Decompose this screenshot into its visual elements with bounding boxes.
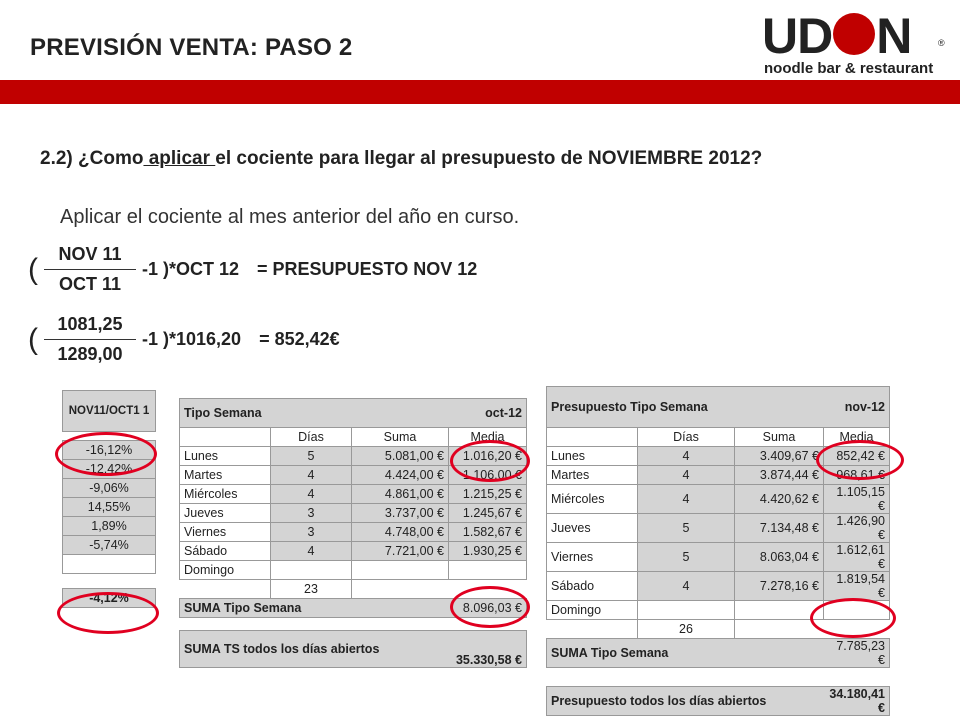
day-cell: Miércoles — [547, 485, 638, 514]
total-dias: 23 — [271, 580, 352, 599]
media-cell: 1.582,67 € — [449, 523, 527, 542]
empty-cell — [547, 620, 638, 639]
fraction-denominator: OCT 11 — [58, 274, 122, 294]
suma-ts-label: SUMA TS todos los días abiertos — [180, 631, 449, 668]
oct-table-title: Tipo Semana — [180, 399, 449, 428]
logo-text-part1: UD — [762, 8, 833, 64]
media-cell — [449, 561, 527, 580]
dias-cell: 4 — [271, 485, 352, 504]
question-prefix: 2.2) ¿Como — [40, 148, 144, 169]
day-cell: Domingo — [180, 561, 271, 580]
ratio-cell — [63, 555, 156, 574]
table-row — [180, 523, 527, 542]
day-cell: Martes — [547, 466, 638, 485]
media-cell: 1.612,61 € — [824, 543, 890, 572]
suma-cell: 4.420,62 € — [735, 485, 824, 514]
suma-cell: 4.861,00 € — [352, 485, 449, 504]
fraction-numerator: 1081,25 — [57, 314, 123, 334]
oct-table — [179, 398, 527, 668]
dias-cell: 4 — [638, 572, 735, 601]
media-cell: 1.016,20 € — [449, 447, 527, 466]
total-dias: 26 — [638, 620, 735, 639]
ratio-cell: -5,74% — [63, 536, 156, 555]
highlight-circle-oct-suma — [450, 586, 530, 628]
suma-cell: 7.278,16 € — [735, 572, 824, 601]
column-header: Días — [271, 428, 352, 447]
day-cell: Viernes — [547, 543, 638, 572]
dias-cell: 4 — [638, 466, 735, 485]
oct-table-month: oct-12 — [449, 399, 527, 428]
column-header: Suma — [735, 428, 824, 447]
dias-cell: 5 — [638, 543, 735, 572]
ratio-table — [62, 390, 156, 608]
suma-cell: 3.737,00 € — [352, 504, 449, 523]
ratio-cell: 14,55% — [63, 498, 156, 517]
suma-cell — [352, 561, 449, 580]
column-header: Días — [638, 428, 735, 447]
formula-fraction — [44, 244, 136, 295]
day-cell: Jueves — [180, 504, 271, 523]
logo-subtitle: noodle bar & restaurant — [764, 60, 934, 77]
highlight-circle-oct-media — [450, 440, 530, 482]
day-cell: Jueves — [547, 514, 638, 543]
column-header-empty — [180, 428, 271, 447]
fraction-denominator: 1289,00 — [57, 344, 123, 364]
formula-multiplier: -1 )*1016,20 — [142, 329, 242, 349]
dias-cell: 4 — [271, 466, 352, 485]
day-cell: Sábado — [180, 542, 271, 561]
day-cell: Martes — [180, 466, 271, 485]
dias-cell — [638, 601, 735, 620]
media-cell: 1.105,15 € — [824, 485, 890, 514]
formula-open-paren: ( — [28, 252, 38, 286]
suma-label: SUMA Tipo Semana — [180, 599, 449, 618]
dias-cell: 5 — [271, 447, 352, 466]
dias-cell: 5 — [638, 514, 735, 543]
media-cell: 1.930,25 € — [449, 542, 527, 561]
day-cell: Viernes — [180, 523, 271, 542]
logo-red-dot — [833, 13, 875, 55]
ratio-cell: -16,12% — [63, 441, 156, 460]
table-row — [547, 485, 890, 514]
table-row — [547, 514, 890, 543]
formula-result: = PRESUPUESTO NOV 12 — [257, 259, 478, 279]
suma-value: 7.785,23 € — [824, 639, 890, 668]
fraction-numerator: NOV 11 — [58, 244, 122, 264]
table-row — [180, 542, 527, 561]
dias-cell: 4 — [271, 542, 352, 561]
table-row — [547, 572, 890, 601]
question-underlined: aplicar — [143, 148, 216, 169]
suma-label: SUMA Tipo Semana — [547, 639, 824, 668]
empty-cell — [352, 580, 449, 599]
formula-generic — [28, 244, 477, 295]
ratio-header: NOV11/OCT1 1 — [63, 391, 156, 432]
instruction-text: Aplicar el cociente al mes anterior del año en curso. — [60, 206, 520, 228]
presupuesto-label: Presupuesto todos los días abiertos — [547, 687, 824, 716]
suma-cell: 3.409,67 € — [735, 447, 824, 466]
ratio-cell: -9,06% — [63, 479, 156, 498]
question-suffix: el cociente para llegar al presupuesto de NOVIEMBRE 2012? — [215, 148, 763, 169]
column-header: Suma — [352, 428, 449, 447]
formula-fraction — [44, 314, 136, 365]
highlight-circle-ratio-total — [57, 592, 159, 634]
highlight-circle-ratio — [55, 432, 157, 476]
empty-cell — [180, 580, 271, 599]
nov-table-month: nov-12 — [824, 387, 890, 428]
media-cell: 1.245,67 € — [449, 504, 527, 523]
media-cell: 1.819,54 € — [824, 572, 890, 601]
fraction-line — [44, 269, 136, 270]
logo-text-part2: N — [876, 8, 912, 64]
column-header: Media — [824, 428, 890, 447]
formula-open-paren: ( — [28, 322, 38, 356]
media-cell: 1.215,25 € — [449, 485, 527, 504]
suma-cell: 8.063,04 € — [735, 543, 824, 572]
media-cell: 1.426,90 € — [824, 514, 890, 543]
suma-value: 8.096,03 € — [449, 599, 527, 618]
fraction-line — [44, 339, 136, 340]
media-cell: 852,42 € — [824, 447, 890, 466]
media-cell: 968,61 € — [824, 466, 890, 485]
suma-cell: 4.424,00 € — [352, 466, 449, 485]
column-header: Media — [449, 428, 527, 447]
table-row — [180, 504, 527, 523]
table-row — [547, 543, 890, 572]
ratio-total: -4,12% — [63, 589, 156, 608]
suma-cell: 7.134,48 € — [735, 514, 824, 543]
page-title: PREVISIÓN VENTA: PASO 2 — [30, 34, 353, 61]
ratio-cell: -12,42% — [63, 460, 156, 479]
day-cell: Lunes — [180, 447, 271, 466]
suma-ts-value: 35.330,58 € — [449, 631, 527, 668]
dias-cell: 4 — [638, 447, 735, 466]
presupuesto-value: 34.180,41 € — [824, 687, 890, 716]
formula-numeric — [28, 314, 340, 365]
highlight-circle-nov-suma — [810, 598, 896, 638]
dias-cell: 3 — [271, 504, 352, 523]
suma-cell: 7.721,00 € — [352, 542, 449, 561]
suma-cell: 5.081,00 € — [352, 447, 449, 466]
suma-cell: 3.874,44 € — [735, 466, 824, 485]
formula-result: = 852,42€ — [259, 329, 340, 349]
column-header-empty — [547, 428, 638, 447]
table-row — [180, 561, 527, 580]
red-header-bar — [0, 80, 960, 104]
ratio-cell: 1,89% — [63, 517, 156, 536]
day-cell: Lunes — [547, 447, 638, 466]
highlight-circle-nov-media — [816, 440, 904, 480]
table-row — [180, 485, 527, 504]
formula-multiplier: -1 )*OCT 12 — [142, 259, 240, 279]
dias-cell: 3 — [271, 523, 352, 542]
dias-cell — [271, 561, 352, 580]
nov-table-title: Presupuesto Tipo Semana — [547, 387, 824, 428]
suma-cell: 4.748,00 € — [352, 523, 449, 542]
day-cell: Miércoles — [180, 485, 271, 504]
spacer — [547, 668, 890, 687]
nov-table — [546, 386, 890, 716]
media-cell: 1.106,00 € — [449, 466, 527, 485]
day-cell: Sábado — [547, 572, 638, 601]
question-text — [40, 148, 762, 170]
ratio-spacer — [63, 574, 156, 589]
day-cell: Domingo — [547, 601, 638, 620]
logo-trademark: ® — [938, 38, 945, 48]
dias-cell: 4 — [638, 485, 735, 514]
udon-logo — [762, 8, 911, 64]
